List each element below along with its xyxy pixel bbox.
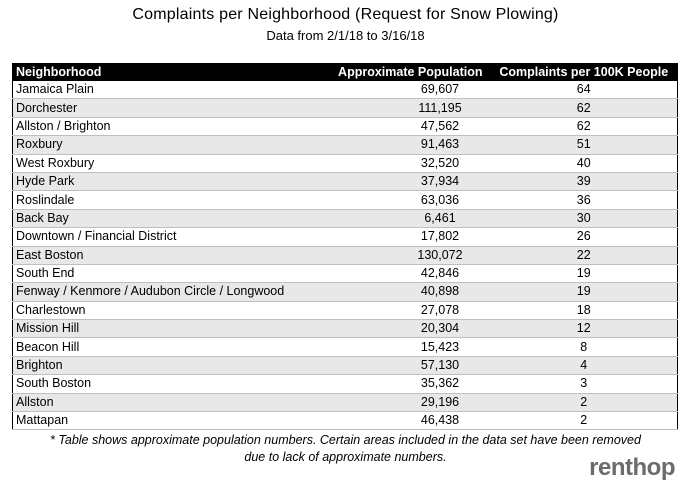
cell-neighborhood: Jamaica Plain <box>13 81 313 99</box>
cell-population: 6,461 <box>313 209 491 227</box>
table-row <box>13 117 678 135</box>
cell-complaints: 8 <box>491 338 678 356</box>
table-row <box>13 264 678 282</box>
table-row <box>13 81 678 99</box>
cell-population: 17,802 <box>313 228 491 246</box>
table-row <box>13 228 678 246</box>
cell-complaints: 30 <box>491 209 678 227</box>
cell-population: 111,195 <box>313 99 491 117</box>
cell-complaints: 19 <box>491 283 678 301</box>
cell-neighborhood: Allston <box>13 393 313 411</box>
cell-neighborhood: Charlestown <box>13 301 313 319</box>
cell-complaints: 36 <box>491 191 678 209</box>
cell-population: 63,036 <box>313 191 491 209</box>
cell-population: 20,304 <box>313 320 491 338</box>
cell-neighborhood: Mission Hill <box>13 320 313 338</box>
table-row <box>13 99 678 117</box>
column-header-population: Approximate Population <box>313 64 491 82</box>
table-row <box>13 154 678 172</box>
column-header-neighborhood: Neighborhood <box>13 64 313 82</box>
complaints-table <box>12 63 678 430</box>
cell-complaints: 64 <box>491 81 678 99</box>
table-row <box>13 246 678 264</box>
table-row <box>13 209 678 227</box>
chart-subtitle: Data from 2/1/18 to 3/16/18 <box>266 28 425 43</box>
footnote-line-2: due to lack of approximate numbers. <box>244 450 447 464</box>
table-row <box>13 320 678 338</box>
cell-neighborhood: Fenway / Kenmore / Audubon Circle / Longwood <box>13 283 313 301</box>
cell-population: 57,130 <box>313 356 491 374</box>
cell-complaints: 62 <box>491 99 678 117</box>
cell-population: 35,362 <box>313 375 491 393</box>
cell-complaints: 22 <box>491 246 678 264</box>
cell-population: 69,607 <box>313 81 491 99</box>
cell-complaints: 26 <box>491 228 678 246</box>
table-row <box>13 375 678 393</box>
cell-neighborhood: Roxbury <box>13 136 313 154</box>
footnote-line-1: * Table shows approximate population numbers. Certain areas included in the data set have been removed <box>50 433 641 447</box>
cell-population: 130,072 <box>313 246 491 264</box>
cell-population: 42,846 <box>313 264 491 282</box>
cell-complaints: 39 <box>491 172 678 190</box>
cell-neighborhood: Back Bay <box>13 209 313 227</box>
cell-population: 27,078 <box>313 301 491 319</box>
cell-neighborhood: Hyde Park <box>13 172 313 190</box>
cell-population: 47,562 <box>313 117 491 135</box>
table-row <box>13 283 678 301</box>
table-body <box>13 81 678 430</box>
cell-population: 91,463 <box>313 136 491 154</box>
cell-complaints: 3 <box>491 375 678 393</box>
table-row <box>13 338 678 356</box>
table-row <box>13 393 678 411</box>
table-header-row <box>13 64 678 82</box>
cell-complaints: 19 <box>491 264 678 282</box>
cell-complaints: 12 <box>491 320 678 338</box>
column-header-complaints: Complaints per 100K People <box>491 64 678 82</box>
cell-complaints: 51 <box>491 136 678 154</box>
cell-neighborhood: South Boston <box>13 375 313 393</box>
chart-title: Complaints per Neighborhood (Request for Snow Plowing) <box>132 6 559 23</box>
cell-complaints: 4 <box>491 356 678 374</box>
cell-population: 15,423 <box>313 338 491 356</box>
cell-neighborhood: East Boston <box>13 246 313 264</box>
table-row <box>13 412 678 430</box>
cell-population: 46,438 <box>313 412 491 430</box>
cell-population: 37,934 <box>313 172 491 190</box>
cell-neighborhood: Downtown / Financial District <box>13 228 313 246</box>
table-row <box>13 136 678 154</box>
cell-neighborhood: Brighton <box>13 356 313 374</box>
cell-complaints: 2 <box>491 412 678 430</box>
cell-complaints: 2 <box>491 393 678 411</box>
footnote <box>20 432 671 466</box>
cell-neighborhood: Mattapan <box>13 412 313 430</box>
cell-neighborhood: South End <box>13 264 313 282</box>
cell-complaints: 62 <box>491 117 678 135</box>
cell-complaints: 18 <box>491 301 678 319</box>
cell-neighborhood: Dorchester <box>13 99 313 117</box>
table-row <box>13 172 678 190</box>
table-row <box>13 356 678 374</box>
cell-neighborhood: Allston / Brighton <box>13 117 313 135</box>
table-row <box>13 191 678 209</box>
cell-population: 40,898 <box>313 283 491 301</box>
cell-neighborhood: Roslindale <box>13 191 313 209</box>
cell-population: 32,520 <box>313 154 491 172</box>
cell-neighborhood: Beacon Hill <box>13 338 313 356</box>
cell-neighborhood: West Roxbury <box>13 154 313 172</box>
cell-population: 29,196 <box>313 393 491 411</box>
table-row <box>13 301 678 319</box>
renthop-logo: renthop <box>589 454 675 481</box>
cell-complaints: 40 <box>491 154 678 172</box>
